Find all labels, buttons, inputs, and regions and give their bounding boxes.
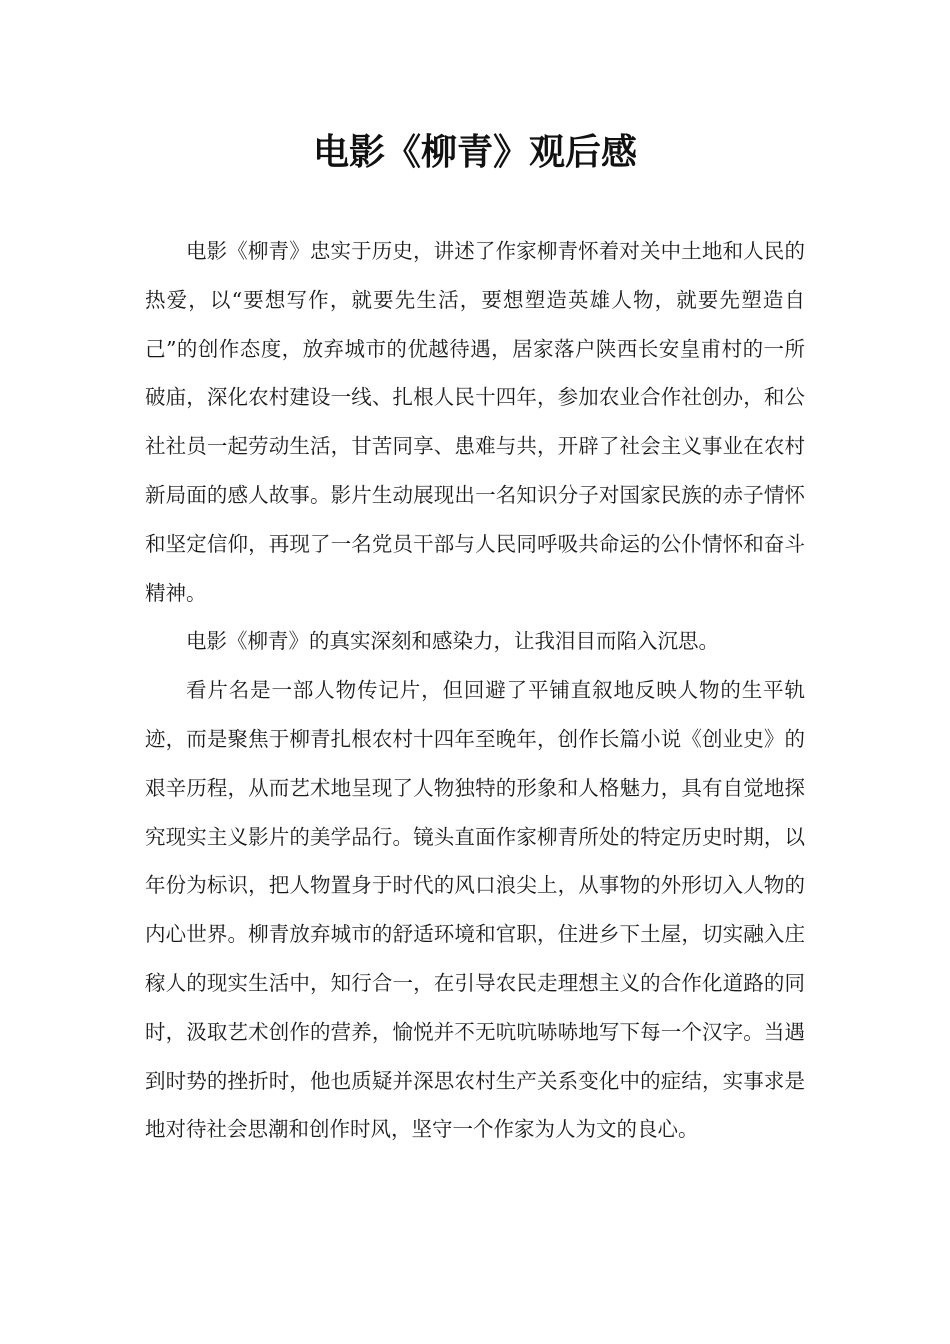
paragraph-1: 电影《柳青》忠实于历史，讲述了作家柳青怀着对关中土地和人民的热爱，以“要想写作，就要先生活，要想塑造英雄人物，就要先塑造自己”的创作态度，放弃城市的优越待遇，居家落户陕西长安皇甫村的一所破庙，深化农村建设一线、扎根人民十四年，参加农业合作社创办，和公社社员一起劳动生活，甘苦同享、患难与共，开辟了社会主义事业在农村新局面的感人故事。影片生动展现出一名知识分子对国家民族的赤子情怀和坚定信仰，再现了一名党员干部与人民同呼吸共命运的公仆情怀和奋斗精神。 [145,239,805,605]
document-title: 电影《柳青》观后感 [312,132,637,173]
paragraph-3: 看片名是一部人物传记片，但回避了平铺直叙地反映人物的生平轨迹，而是聚焦于柳青扎根农村十四年至晚年，创作长篇小说《创业史》的艰辛历程，从而艺术地呈现了人物独特的形象和人格魅力，具有自觉地探究现实主义影片的美学品行。镜头直面作家柳青所处的特定历史时期，以年份为标识，把人物置身于时代的风口浪尖上，从事物的外形切入人物的内心世界。柳青放弃城市的舒适环境和官职，住进乡下土屋，切实融入庄稼人的现实生活中，知行合一，在引导农民走理想主义的合作化道路的同时，汲取艺术创作的营养，愉悦并不无吭吭哧哧地写下每一个汉字。当遇到时势的挫折时，他也质疑并深思农村生产关系变化中的症结，实事求是地对待社会思潮和创作时风，坚守一个作家为人为文的良心。 [145,678,805,1142]
paragraph-2: 电影《柳青》的真实深刻和感染力，让我泪目而陷入沉思。 [186,629,719,654]
document-body [145,227,805,1154]
